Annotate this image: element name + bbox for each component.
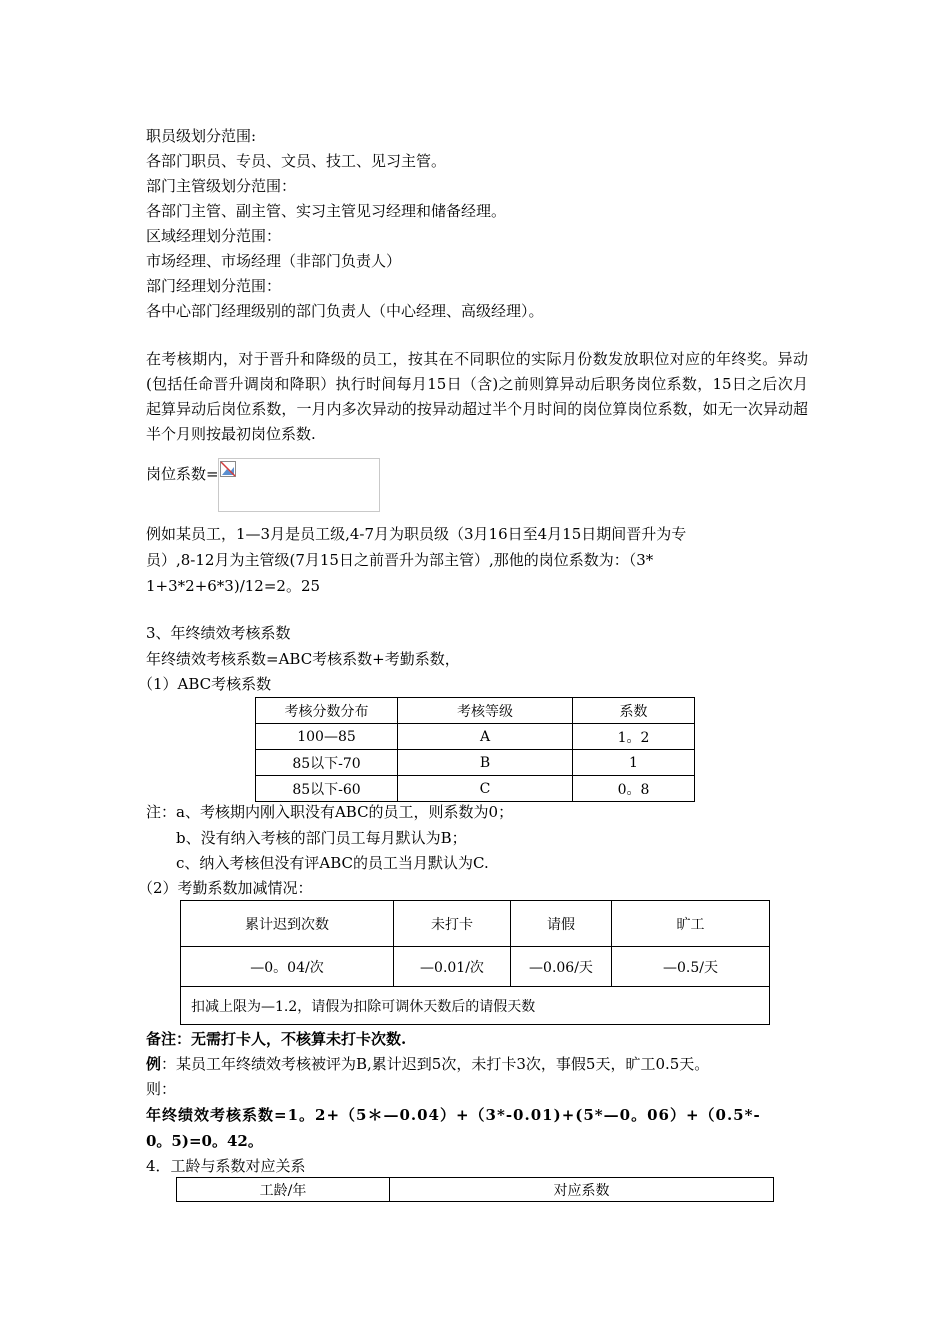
seniority-header-years: 工龄/年 [177,1178,390,1202]
att-footer: 扣减上限为—1.2，请假为扣除可调休天数后的请假天数 [181,987,770,1025]
section4-title: 4．工龄与系数对应关系 [146,1157,306,1175]
att-header-leave: 请假 [511,901,612,947]
formula-image-placeholder [218,458,380,512]
scope-line-2: 各部门职员、专员、文员、技工、见习主管。 [146,152,447,170]
scope-line-4: 各部门主管、副主管、实习主管见习经理和储备经理。 [146,202,507,220]
scope-line-7: 部门经理划分范围： [146,277,282,295]
abc-cell: 85以下-70 [256,750,398,776]
section3-sub2: （2）考勤系数加减情况： [138,879,313,897]
att-header-late: 累计迟到次数 [181,901,394,947]
note-b: b、没有纳入考核的部门员工每月默认为B； [176,829,467,847]
table-row [256,750,695,776]
example2-line-1 [146,1053,709,1075]
abc-cell: 100—85 [256,724,398,750]
abc-cell: B [398,750,573,776]
scope-line-3: 部门主管级划分范围： [146,177,297,195]
att-cell: —0.5/天 [612,947,770,987]
coef-label: 岗位系数= [146,465,219,483]
abc-cell: 1 [573,750,695,776]
section3-title: 3、年终绩效考核系数 [146,624,291,642]
table-row [181,947,770,987]
scope-line-1: 职员级划分范围: [146,127,257,145]
table-row [256,776,695,802]
section3-sub1: （1）ABC考核系数 [138,675,272,693]
abc-header-score: 考核分数分布 [256,698,398,724]
example-line-3: 1+3*2+6*3)/12=2。25 [146,577,321,595]
example-line-2: 员）,8-12月为主管级(7月15日之前晋升为部主管）,那他的岗位系数为：（3* [146,551,654,569]
att-cell: —0.06/天 [511,947,612,987]
abc-cell: A [398,724,573,750]
scope-line-5: 区域经理划分范围： [146,227,282,245]
broken-image-icon [220,461,236,477]
example2-line-3: 年终绩效考核系数=1。2+（5＊—0.04）+（3*-0.01)+(5*—0。06）+（0.5*- [146,1106,761,1124]
scope-line-8: 各中心部门经理级别的部门负责人（中心经理、高级经理）。 [146,302,544,320]
scope-line-6: 市场经理、市场经理（非部门负责人） [146,252,402,270]
abc-table [255,697,695,802]
attendance-table [180,900,770,1025]
abc-header-grade: 考核等级 [398,698,573,724]
example2-line-2: 则： [146,1080,177,1098]
att-header-nopunch: 未打卡 [394,901,511,947]
abc-cell: 0。8 [573,776,695,802]
example2-prefix: 例 [146,1055,162,1073]
example2-line-4: 0。5)=0。42。 [146,1132,263,1150]
abc-cell: 85以下-60 [256,776,398,802]
note-c: c、纳入考核但没有评ABC的员工当月默认为C. [176,854,489,872]
att-cell: —0。04/次 [181,947,394,987]
remark: 备注：无需打卡人，不核算未打卡次数. [146,1030,407,1048]
seniority-table [176,1177,774,1202]
seniority-header-coef: 对应系数 [390,1178,774,1202]
note-a: 注：a、考核期内刚入职没有ABC的员工，则系数为0； [146,803,514,821]
example2-text: ：某员工年终绩效考核被评为B,累计迟到5次，未打卡3次，事假5天，旷工0.5天。 [161,1055,710,1073]
abc-cell: 1。2 [573,724,695,750]
table-row [181,987,770,1025]
rule-paragraph: 在考核期内，对于晋升和降级的员工，按其在不同职位的实际月份数发放职位对应的年终奖。异动(包括任命晋升调岗和降职）执行时间每月15日（含)之前则算异动后职务岗位系数，15日之后次月起算异动后岗位系数，一月内多次异动的按异动超过半个月时间的岗位算岗位系数，如无一次异动超半个月则按最初岗位系数. [146,350,808,443]
abc-header-coef: 系数 [573,698,695,724]
abc-cell: C [398,776,573,802]
table-row [256,724,695,750]
example-line-1: 例如某员工，1—3月是员工级,4-7月为职员级（3月16日至4月15日期间晋升为专 [146,525,687,543]
att-cell: —0.01/次 [394,947,511,987]
section3-formula: 年终绩效考核系数=ABC考核系数+考勤系数， [146,650,460,668]
att-header-absent: 旷工 [612,901,770,947]
